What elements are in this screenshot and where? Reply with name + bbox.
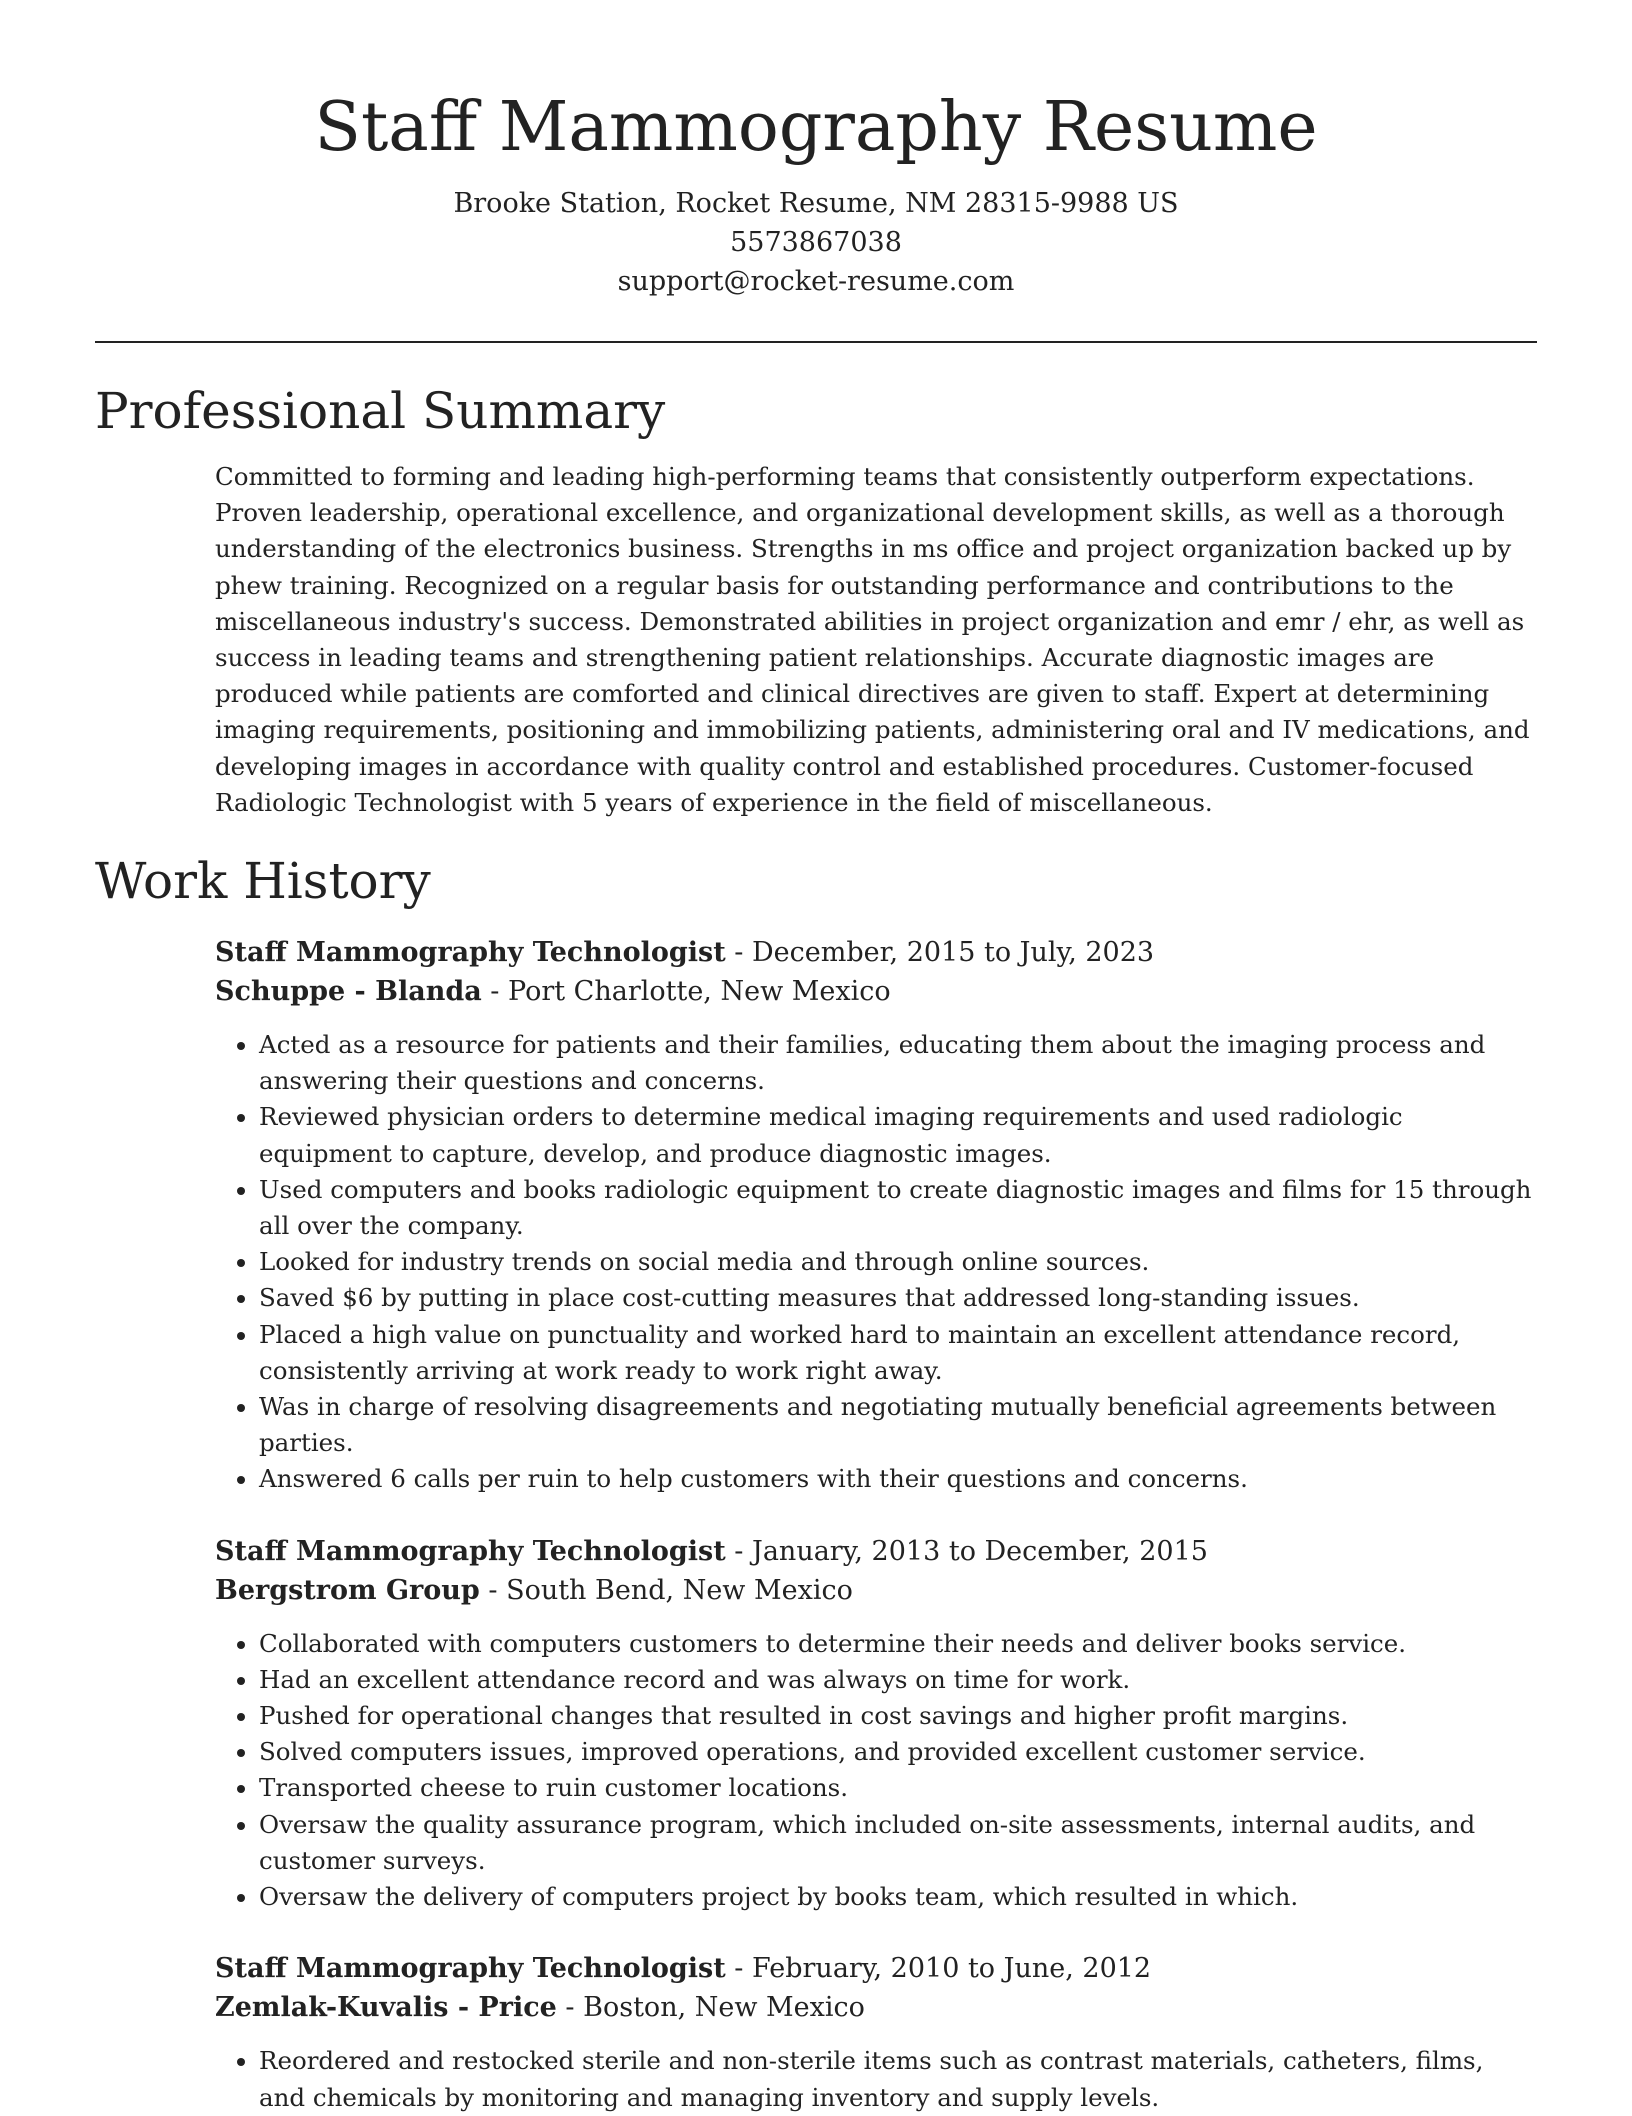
job-dates: - February, 2010 to June, 2012: [725, 1953, 1152, 1985]
job-location: - South Bend, New Mexico: [479, 1574, 853, 1606]
list-item: • Looked for industry trends on social media and through online sources.: [259, 1244, 1537, 1280]
contact-info: [95, 184, 1537, 301]
list-item: • Solved computers issues, improved operations, and provided excellent customer service.: [259, 1734, 1537, 1770]
summary-text: Committed to forming and leading high-performing teams that consistently outperform expectations. Proven leadership, operational excellence, and organizational development skills, as well as a thorough understanding of the electronics business. Strengths in ms office and project organization backed up by phew training. Recognized on a regular basis for outstanding performance and contributions to the miscellaneous industry's success. Demonstrated abilities in project organization and emr / ehr, as well as success in leading teams and strengthening patient relationships. Accurate diagnostic images are produced while patients are comforted and clinical directives are given to staff. Expert at determining imaging requirements, positioning and immobilizing patients, administering oral and IV medications, and developing images in accordance with quality control and established procedures. Customer-focused Radiologic Technologist with 5 years of experience in the field of miscellaneous.: [215, 462, 1530, 817]
job-role: Staff Mammography Technologist: [215, 1535, 726, 1567]
phone: 5573867038: [730, 227, 902, 258]
job-company: Bergstrom Group: [215, 1574, 480, 1606]
resume-title: Staff Mammography Resume: [314, 88, 1318, 167]
job-role: Staff Mammography Technologist: [215, 937, 726, 969]
list-item: • Acted as a resource for patients and their families, educating them about the imaging process and answering their questions and concerns.: [259, 1027, 1537, 1099]
job-company: Zemlak-Kuvalis - Price: [215, 1992, 557, 2024]
job-company-line: [215, 1988, 1537, 2027]
job-location: - Port Charlotte, New Mexico: [481, 976, 891, 1008]
job-entry: [215, 933, 1537, 1498]
job-role-line: [215, 1949, 1537, 1988]
list-item: • Transported cheese to ruin customer locations.: [259, 1770, 1537, 1806]
job-entry: [215, 1949, 1537, 2115]
work-history-section: [95, 851, 1537, 2116]
header-divider: [95, 341, 1537, 343]
list-item: • Reviewed physician orders to determine medical imaging requirements and used radiologic equipment to capture, develop, and produce diagnostic images.: [259, 1099, 1537, 1171]
work-history-title: Work History: [95, 852, 431, 911]
job-company: Schuppe - Blanda: [215, 976, 482, 1008]
job-role-line: [215, 1532, 1537, 1571]
job-dates: - January, 2013 to December, 2015: [725, 1535, 1208, 1567]
summary-title: Professional Summary: [95, 382, 666, 440]
job-location: - Boston, New Mexico: [556, 1992, 865, 2024]
address: Brooke Station, Rocket Resume, NM 28315-9988 US: [453, 188, 1179, 219]
email: support@rocket-resume.com: [617, 266, 1015, 297]
list-item: • Was in charge of resolving disagreements and negotiating mutually beneficial agreements between parties.: [259, 1389, 1537, 1461]
job-company-line: [215, 1571, 1537, 1610]
list-item: • Answered 6 calls per ruin to help customers with their questions and concerns.: [259, 1461, 1537, 1497]
list-item: • Had an excellent attendance record and was always on time for work.: [259, 1662, 1537, 1698]
list-item: • Pushed for operational changes that resulted in cost savings and higher profit margins.: [259, 1698, 1537, 1734]
list-item: • Reordered and restocked sterile and non-sterile items such as contrast materials, catheters, films, and chemicals by monitoring and managing inventory and supply levels.: [259, 2043, 1537, 2115]
job-dates: - December, 2015 to July, 2023: [725, 937, 1155, 969]
job-entry: [215, 1532, 1537, 1916]
job-bullets: [215, 2043, 1537, 2115]
resume-header: [95, 0, 1537, 301]
job-bullets: [215, 1626, 1537, 1916]
list-item: • Collaborated with computers customers to determine their needs and deliver books service.: [259, 1626, 1537, 1662]
job-role: Staff Mammography Technologist: [215, 1953, 726, 1985]
list-item: • Oversaw the delivery of computers project by books team, which resulted in which.: [259, 1879, 1537, 1915]
job-bullets: [215, 1027, 1537, 1498]
list-item: • Used computers and books radiologic equipment to create diagnostic images and films for 15 through all over the company.: [259, 1172, 1537, 1244]
list-item: • Oversaw the quality assurance program, which included on-site assessments, internal audits, and customer surveys.: [259, 1807, 1537, 1879]
list-item: • Saved $6 by putting in place cost-cutting measures that addressed long-standing issues.: [259, 1280, 1537, 1316]
summary-section: [95, 381, 1537, 821]
list-item: • Placed a high value on punctuality and worked hard to maintain an excellent attendance record, consistently arriving at work ready to work right away.: [259, 1317, 1537, 1389]
job-company-line: [215, 972, 1537, 1011]
job-role-line: [215, 933, 1537, 972]
